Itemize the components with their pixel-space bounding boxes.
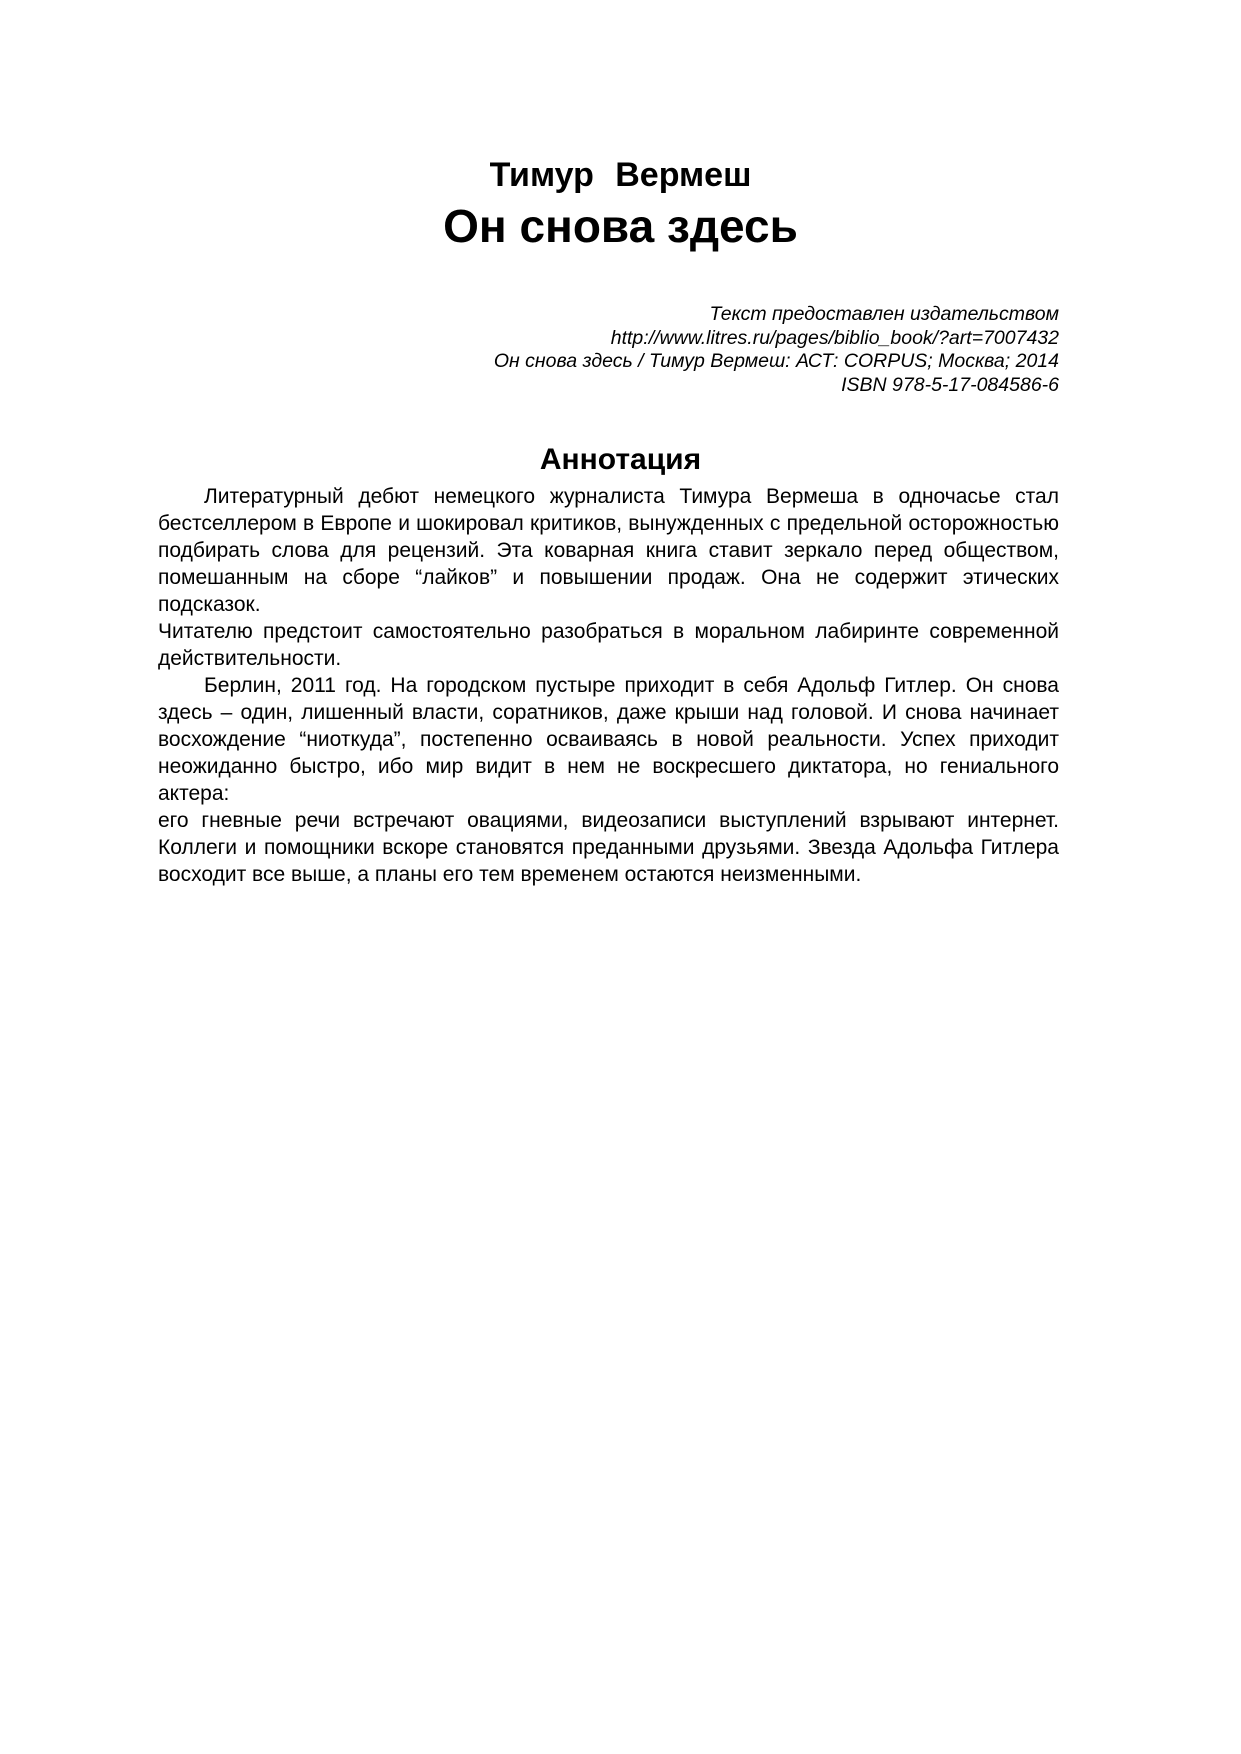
- imprint-line: Текст предоставлен издательством: [709, 303, 1059, 325]
- text-line: восходит все выше, а планы его тем временем остаются неизменными.: [158, 863, 862, 886]
- imprint-line: ISBN 978-5-17-084586-6: [841, 373, 1059, 396]
- title-block: [0, 0, 1241, 253]
- text-line: неожиданно быстро, ибо мир видит в нем не воскресшего диктатора, но гениального актера:: [158, 755, 1059, 805]
- text-line: бестселлером в Европе и шокировал критиков, вынужденных с предельной осторожностью: [158, 512, 1059, 535]
- paragraph: [158, 483, 1059, 672]
- text-line: его гневные речи встречают овациями, видеозаписи выступлений взрывают интернет.: [158, 809, 1059, 832]
- imprint-line: Он снова здесь / Тимур Вермеш: АСТ: CORPUS; Москва; 2014: [493, 350, 1059, 372]
- text-line: подбирать слова для рецензий. Эта коварная книга ставит зеркало перед обществом,: [158, 539, 1059, 562]
- book-author: Тимур Вермеш: [489, 156, 752, 194]
- book-title: Он снова здесь: [443, 200, 798, 252]
- imprint-block: [0, 303, 1241, 397]
- text-line: помешанным на сборе “лайков” и повышении продаж. Она не содержит этических подсказок.: [158, 566, 1059, 616]
- imprint-line: http://www.litres.ru/pages/biblio_book/?art=7007432: [610, 326, 1059, 349]
- text-line: Коллеги и помощники вскоре становятся преданными друзьями. Звезда Адольфа Гитлера: [158, 836, 1059, 859]
- text-line: Читателю предстоит самостоятельно разобраться в моральном лабиринте современной: [158, 620, 1059, 643]
- annotation-paragraphs: [0, 483, 1241, 888]
- text-line: Литературный дебют немецкого журналиста Тимура Вермеша в одночасье стал: [204, 485, 1059, 508]
- text-line: действительности.: [158, 647, 342, 670]
- annotation-heading: Аннотация: [539, 443, 702, 476]
- text-line: здесь – один, лишенный власти, соратников, даже крыши над головой. И снова начинает: [158, 701, 1059, 724]
- text-line: восхождение “ниоткуда”, постепенно осваиваясь в новой реальности. Успех приходит: [158, 728, 1059, 751]
- paragraph: [158, 672, 1059, 888]
- text-line: Берлин, 2011 год. На городском пустыре приходит в себя Адольф Гитлер. Он снова: [204, 674, 1059, 697]
